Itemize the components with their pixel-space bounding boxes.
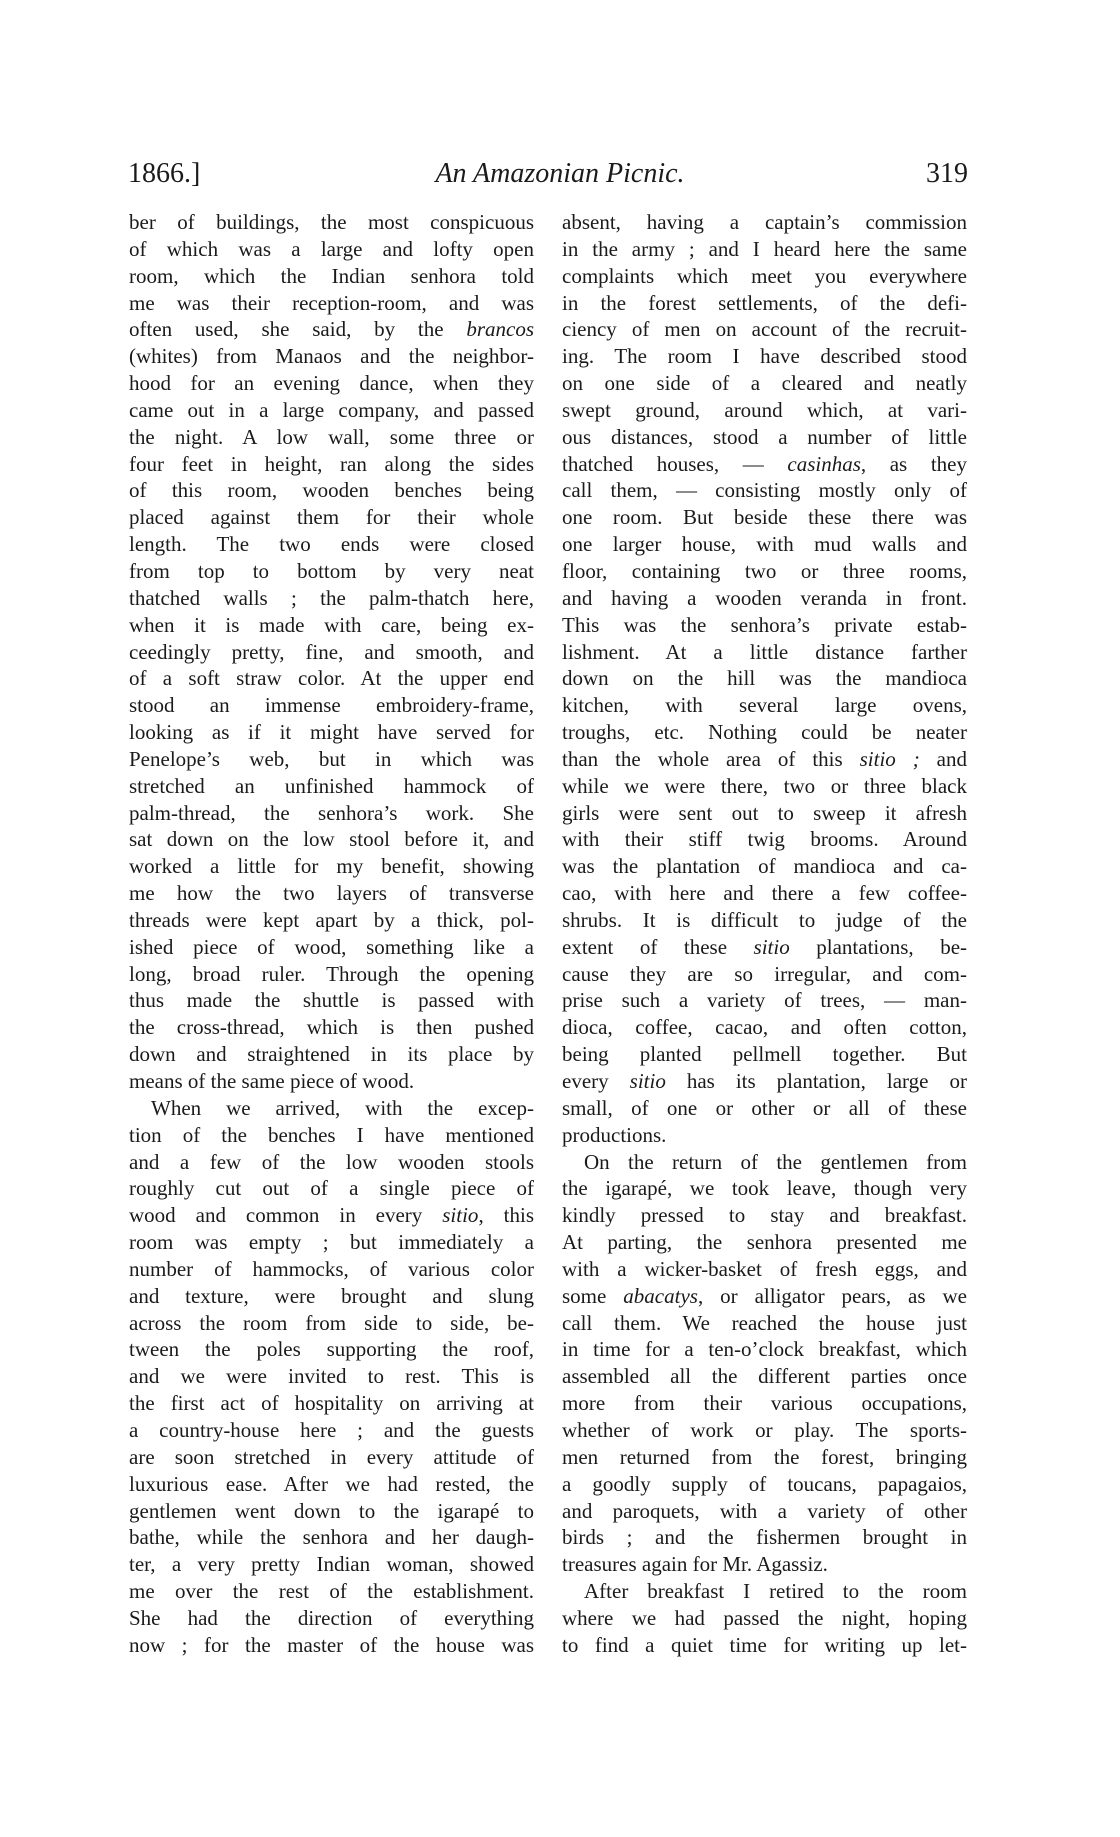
text-line: [562, 880, 967, 907]
text-line: [129, 719, 534, 746]
line-text: roughly cut out of a single piece of: [129, 1176, 534, 1201]
text-line: [129, 1498, 534, 1525]
line-text: birds ; and the fishermen brought in: [562, 1525, 967, 1550]
line-text: dioca, coffee, cacao, and often cotton,: [562, 1015, 967, 1040]
text-line: [129, 370, 534, 397]
text-line: [129, 316, 534, 343]
line-text: ter, a very pretty Indian woman, showed: [129, 1552, 534, 1577]
text-line: [562, 1122, 967, 1149]
italic-text: sitio: [629, 1069, 666, 1093]
text-line: [562, 934, 967, 961]
line-text: in the forest settlements, of the defi-: [562, 290, 967, 315]
line-text: whether of work or play. The sports-: [562, 1417, 967, 1442]
text-line: [562, 370, 967, 397]
line-text: and: [919, 746, 968, 771]
line-text: absent, having a captain’s commission: [562, 210, 967, 234]
line-text: luxurious ease. After we had rested, the: [129, 1471, 534, 1496]
line-text: At parting, the senhora presented me: [562, 1230, 967, 1255]
line-text: After breakfast I retired to the room: [584, 1579, 967, 1604]
line-text: the cross-thread, which is then pushed: [129, 1015, 534, 1040]
line-text: ciency of men on account of the recruit-: [562, 317, 967, 342]
line-text: down on the hill was the mandioca: [562, 666, 967, 691]
text-line: [129, 424, 534, 451]
text-line: [562, 826, 967, 853]
text-line: [129, 1175, 534, 1202]
line-text: me how the two layers of transverse: [129, 881, 534, 906]
text-line: [129, 987, 534, 1014]
text-line: [129, 665, 534, 692]
line-text: extent of these: [562, 934, 754, 959]
line-text: She had the direction of everything: [129, 1605, 534, 1630]
text-line: [129, 1363, 534, 1390]
line-text: sat down on the low stool before it, and: [129, 827, 534, 852]
page-number: 319: [926, 158, 968, 189]
line-text: This was the senhora’s private estab-: [562, 612, 967, 637]
line-text: ous distances, stood a number of little: [562, 424, 967, 449]
line-text: room, which the Indian senhora told: [129, 263, 534, 288]
text-line: [562, 987, 967, 1014]
text-line: [129, 1256, 534, 1283]
line-text: when it is made with care, being ex-: [129, 612, 534, 637]
text-line: [562, 800, 967, 827]
italic-text: abacatys: [623, 1283, 698, 1308]
text-line: [129, 773, 534, 800]
text-line: [129, 907, 534, 934]
text-line: [129, 397, 534, 424]
text-line: [562, 1336, 967, 1363]
line-text: complaints which meet you everywhere: [562, 263, 967, 288]
text-line: [562, 719, 967, 746]
line-text: a goodly supply of toucans, papagaios,: [562, 1471, 967, 1496]
text-line: [562, 290, 967, 317]
text-line: [562, 1417, 967, 1444]
line-text: bathe, while the senhora and her daugh-: [129, 1525, 534, 1550]
line-text: some: [562, 1283, 624, 1308]
line-text: men returned from the forest, bringing: [562, 1444, 967, 1469]
line-text: of which was a large and lofty open: [129, 236, 534, 261]
line-text: stretched an unfinished hammock of: [129, 773, 534, 798]
line-text: plantations, be-: [789, 934, 968, 959]
line-text: than the whole area of this: [562, 746, 860, 771]
line-text: from top to bottom by very neat: [129, 558, 534, 583]
line-text: in the army ; and I heard here the same: [562, 236, 967, 261]
line-text: girls were sent out to sweep it afresh: [562, 800, 967, 825]
running-head-year: 1866.]: [128, 158, 201, 189]
text-line: [562, 236, 967, 263]
line-text: one larger house, with mud walls and: [562, 532, 967, 557]
text-line: [129, 1605, 534, 1632]
text-line: [562, 1283, 967, 1310]
text-line: [562, 907, 967, 934]
line-text: wood and common in every: [129, 1203, 443, 1228]
line-text: me was their reception-room, and was: [129, 290, 534, 315]
text-line: [129, 558, 534, 585]
line-text: often used, she said, by the: [129, 317, 467, 342]
line-text: and texture, were brought and slung: [129, 1283, 534, 1308]
line-text: , or alligator pears, as we: [697, 1283, 967, 1308]
line-text: , this: [478, 1203, 534, 1228]
line-text: call them, — consisting mostly only of: [562, 478, 967, 503]
line-text: , as they: [860, 451, 967, 476]
line-text: room was empty ; but immediately a: [129, 1230, 534, 1255]
text-line: [562, 692, 967, 719]
text-line: [129, 1390, 534, 1417]
text-line: [129, 1417, 534, 1444]
line-text: kindly pressed to stay and breakfast.: [562, 1203, 967, 1228]
text-line: [562, 1632, 967, 1659]
text-line: [562, 1444, 967, 1471]
line-text: ing. The room I have described stood: [562, 344, 967, 369]
text-line: [562, 585, 967, 612]
line-text: and having a wooden veranda in front.: [562, 585, 967, 610]
text-line: [562, 558, 967, 585]
text-line: [562, 1524, 967, 1551]
line-text: cao, with here and there a few coffee-: [562, 881, 967, 906]
text-line: [129, 1095, 534, 1122]
text-line: [562, 397, 967, 424]
text-line: [129, 880, 534, 907]
text-line: [129, 746, 534, 773]
line-text: call them. We reached the house just: [562, 1310, 967, 1335]
line-text: number of hammocks, of various color: [129, 1256, 534, 1281]
line-text: has its plantation, large or: [665, 1069, 967, 1093]
text-line: [562, 424, 967, 451]
line-text: of a soft straw color. At the upper end: [129, 666, 534, 691]
text-line: [562, 263, 967, 290]
article-title: An Amazonian Picnic.: [435, 158, 685, 189]
line-text: On the return of the gentlemen from: [584, 1149, 967, 1174]
line-text: When we arrived, with the excep-: [151, 1095, 534, 1120]
text-line: [129, 1632, 534, 1659]
line-text: Penelope’s web, but in which was: [129, 746, 534, 771]
text-line: [129, 1229, 534, 1256]
text-line: [129, 826, 534, 853]
line-text: means of the same piece of wood.: [129, 1069, 415, 1093]
text-line: [562, 746, 967, 773]
line-text: (whites) from Manaos and the neighbor-: [129, 344, 534, 369]
line-text: on one side of a cleared and neatly: [562, 371, 967, 396]
line-text: floor, containing two or three rooms,: [562, 558, 967, 583]
line-text: the night. A low wall, some three or: [129, 424, 534, 449]
text-line: [129, 263, 534, 290]
line-text: with a wicker-basket of fresh eggs, and: [562, 1256, 967, 1281]
italic-text: sitio ;: [859, 746, 920, 771]
italic-text: casinhas: [787, 451, 861, 476]
line-text: shrubs. It is difficult to judge of the: [562, 907, 967, 932]
text-line: [562, 1068, 967, 1095]
text-line: [562, 477, 967, 504]
line-text: small, of one or other or all of these: [562, 1095, 967, 1120]
text-line: [129, 1336, 534, 1363]
text-line: [129, 1551, 534, 1578]
line-text: ber of buildings, the most conspicuous: [129, 210, 534, 234]
text-line: [129, 934, 534, 961]
text-line: [129, 451, 534, 478]
line-text: across the room from side to side, be-: [129, 1310, 534, 1335]
line-text: lishment. At a little distance farther: [562, 639, 967, 664]
line-text: more from their various occupations,: [562, 1391, 967, 1416]
line-text: where we had passed the night, hoping: [562, 1605, 967, 1630]
line-text: thatched houses, —: [562, 451, 788, 476]
line-text: palm-thread, the senhora’s work. She: [129, 800, 534, 825]
line-text: ceedingly pretty, fine, and smooth, and: [129, 639, 534, 664]
text-line: [562, 665, 967, 692]
text-line: [562, 1202, 967, 1229]
line-text: in time for a ten-o’clock breakfast, which: [562, 1337, 967, 1362]
text-line: [562, 1390, 967, 1417]
line-text: treasures again for Mr. Agassiz.: [562, 1552, 828, 1577]
text-line: [129, 612, 534, 639]
text-line: [562, 1041, 967, 1068]
text-line: [129, 343, 534, 370]
text-line: [129, 477, 534, 504]
line-text: threads were kept apart by a thick, pol-: [129, 907, 534, 932]
line-text: tween the poles supporting the roof,: [129, 1337, 534, 1362]
text-line: [129, 1202, 534, 1229]
line-text: being planted pellmell together. But: [562, 1042, 967, 1067]
text-line: [562, 343, 967, 370]
text-line: [562, 1175, 967, 1202]
italic-text: sitio: [442, 1203, 479, 1228]
line-text: one room. But beside these there was: [562, 505, 967, 530]
line-text: cause they are so irregular, and com-: [562, 961, 967, 986]
line-text: and paroquets, with a variety of other: [562, 1498, 967, 1523]
text-line: [562, 1578, 967, 1605]
text-line: [562, 1605, 967, 1632]
text-line: [562, 612, 967, 639]
text-line: [129, 853, 534, 880]
line-text: stood an immense embroidery-frame,: [129, 693, 534, 718]
line-text: troughs, etc. Nothing could be neater: [562, 720, 967, 745]
line-text: and a few of the low wooden stools: [129, 1149, 534, 1174]
line-text: kitchen, with several large ovens,: [562, 693, 967, 718]
line-text: now ; for the master of the house was: [129, 1632, 534, 1657]
text-line: [562, 451, 967, 478]
text-line: [129, 639, 534, 666]
text-line: [562, 1310, 967, 1337]
text-line: [562, 1551, 967, 1578]
text-line: [562, 1363, 967, 1390]
text-line: [129, 236, 534, 263]
line-text: thus made the shuttle is passed with: [129, 988, 534, 1013]
line-text: came out in a large company, and passed: [129, 397, 534, 422]
text-line: [129, 1578, 534, 1605]
text-line: [129, 1068, 534, 1095]
line-text: the igarapé, we took leave, though very: [562, 1176, 967, 1201]
text-line: [129, 531, 534, 558]
line-text: and we were invited to rest. This is: [129, 1364, 534, 1389]
text-line: [129, 1524, 534, 1551]
text-line: [129, 1149, 534, 1176]
line-text: the first act of hospitality on arriving at: [129, 1391, 534, 1416]
text-line: [562, 504, 967, 531]
line-text: a country-house here ; and the guests: [129, 1417, 534, 1442]
line-text: me over the rest of the establishment.: [129, 1579, 534, 1604]
text-line: [562, 1149, 967, 1176]
text-line: [562, 961, 967, 988]
text-line: [562, 853, 967, 880]
line-text: gentlemen went down to the igarapé to: [129, 1498, 534, 1523]
italic-text: brancos: [466, 317, 534, 342]
text-column-left: [129, 209, 534, 1659]
line-text: tion of the benches I have mentioned: [129, 1122, 534, 1147]
text-line: [129, 209, 534, 236]
line-text: worked a little for my benefit, showing: [129, 854, 534, 879]
line-text: of this room, wooden benches being: [129, 478, 534, 503]
text-line: [129, 504, 534, 531]
text-line: [129, 1041, 534, 1068]
line-text: long, broad ruler. Through the opening: [129, 961, 534, 986]
text-line: [129, 961, 534, 988]
line-text: while we were there, two or three black: [562, 773, 967, 798]
line-text: was the plantation of mandioca and ca-: [562, 854, 967, 879]
text-line: [562, 1471, 967, 1498]
text-line: [562, 1229, 967, 1256]
text-line: [562, 639, 967, 666]
line-text: are soon stretched in every attitude of: [129, 1444, 534, 1469]
line-text: with their stiff twig brooms. Around: [562, 827, 967, 852]
text-line: [562, 531, 967, 558]
text-line: [562, 1095, 967, 1122]
line-text: placed against them for their whole: [129, 505, 534, 530]
text-column-right: [562, 209, 967, 1659]
line-text: hood for an evening dance, when they: [129, 371, 534, 396]
text-line: [129, 1310, 534, 1337]
italic-text: sitio: [753, 934, 790, 959]
text-line: [129, 692, 534, 719]
line-text: four feet in height, ran along the sides: [129, 451, 534, 476]
text-line: [562, 1014, 967, 1041]
text-line: [129, 1444, 534, 1471]
line-text: prise such a variety of trees, — man-: [562, 988, 967, 1013]
line-text: looking as if it might have served for: [129, 720, 534, 745]
text-line: [129, 800, 534, 827]
line-text: productions.: [562, 1122, 667, 1147]
line-text: ished piece of wood, something like a: [129, 934, 534, 959]
text-line: [562, 773, 967, 800]
text-line: [129, 1014, 534, 1041]
text-line: [129, 1283, 534, 1310]
line-text: thatched walls ; the palm-thatch here,: [129, 585, 534, 610]
line-text: to find a quiet time for writing up let-: [562, 1632, 967, 1657]
line-text: swept ground, around which, at vari-: [562, 397, 967, 422]
text-line: [562, 1256, 967, 1283]
line-text: down and straightened in its place by: [129, 1042, 534, 1067]
line-text: length. The two ends were closed: [129, 532, 534, 557]
line-text: every: [562, 1069, 630, 1093]
text-line: [129, 290, 534, 317]
text-line: [129, 585, 534, 612]
text-line: [562, 209, 967, 236]
text-line: [562, 316, 967, 343]
text-line: [129, 1471, 534, 1498]
text-line: [129, 1122, 534, 1149]
line-text: assembled all the different parties once: [562, 1364, 967, 1389]
text-line: [562, 1498, 967, 1525]
